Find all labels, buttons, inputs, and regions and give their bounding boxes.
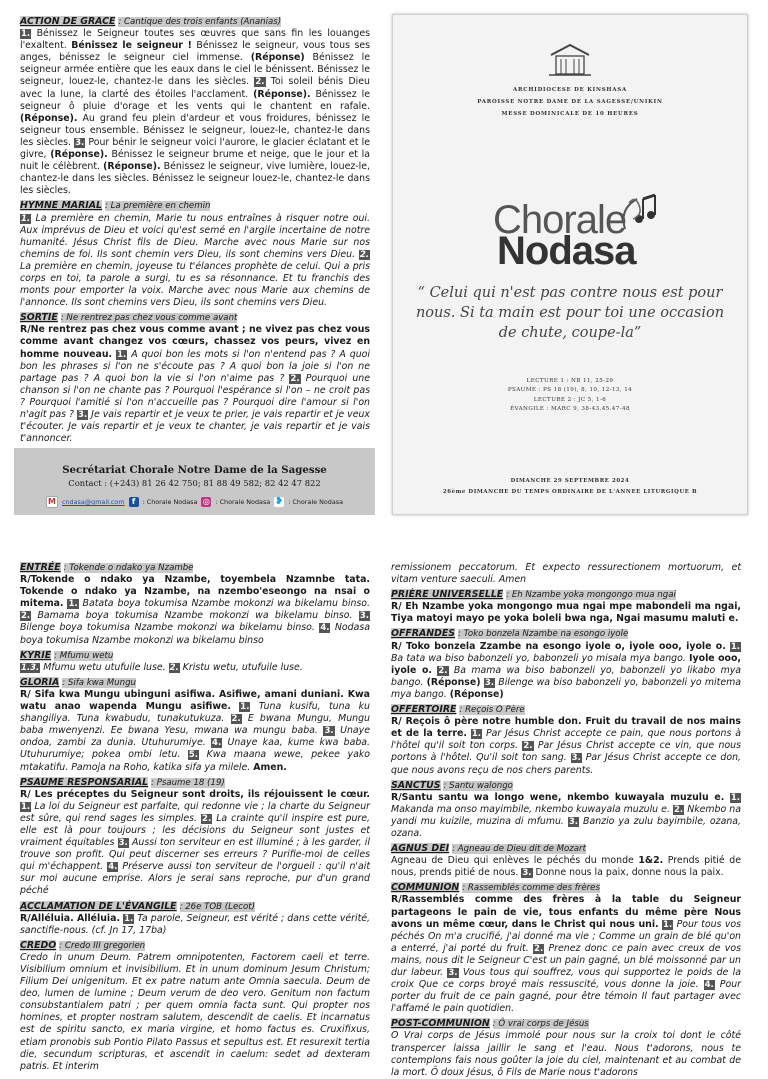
verse-text: Ba tata wa biso babonzeli yo, babonzeli yo misala mya bango. <box>391 652 690 664</box>
verse-text: Nkembo na yandi mu kuizile, muzina di mfumu. <box>391 803 741 827</box>
church-logo-icon <box>547 43 593 77</box>
verse-text: Banzio ya zulu bayimbile, ozana, ozana. <box>391 815 741 839</box>
verse-text: La première en chemin, Marie tu nous entraînes à risquer notre oui. Aux imprévus de Dieu et voici qu'est semé en l'argile incertaine de notre humanité. Jésus Christ fils de Dieu. Marche avec nous Marie sur nos chemins de foi. Ils sont chemin vers Dieu, ils sont chemins vers Dieu. <box>20 212 370 260</box>
section-text <box>20 574 370 647</box>
verse-number: 4. <box>108 862 118 873</box>
verse-text: Kristu wetu, utufuile luse. <box>179 661 303 673</box>
verse-text: Bénissez le seigneur, vous tous ses anges, bénissez le seigneur ciel immense. <box>20 40 370 64</box>
section-text <box>391 855 741 879</box>
refrain-text: (Réponse) <box>449 688 504 700</box>
section-title: SANCTUS <box>391 779 441 791</box>
section-text <box>391 562 741 586</box>
section-subtitle: : Santu walongo <box>443 780 513 791</box>
section-title: OFFRANDES <box>391 628 456 640</box>
verse-text: La première en chemin, joyeuse tu t'élances prophète de celui. Qui a pris corps en toi, ta parole a surgi, tu es sa résonnance. Et tu franchis des monts pour emporter la voix. Marche avec nous Marie aux chemins de l'annonce. Ils sont chemins vers Dieu, ils sont chemins vers Dieu. <box>20 260 370 309</box>
cover-mass: MESSE DOMINICALE DE 10 HEURES <box>501 111 639 117</box>
verse-number: 4. <box>212 738 222 749</box>
verse-text: Prenez donc ce pain avec creux de vos mains, nous dit le Seigneur C'est un pain gagné, un blé moissonné par un dur labeur. <box>391 942 741 978</box>
section-subtitle: : Ne rentrez pas chez vous comme avant <box>60 313 238 324</box>
cover-panel <box>392 14 748 515</box>
section-subtitle: : Psaume 18 (19) <box>151 777 225 788</box>
section-action-de-grace <box>20 16 370 197</box>
refrain-text: R/ Sifa kwa Mungu ubinguni asifiwa. Asifiwe, amani duniani. Kwa watu anao wapenda Mungu asifiwe. <box>20 688 370 713</box>
section-subtitle: : Agneau de Dieu dit de Mozart <box>452 844 586 855</box>
section-psaume <box>20 777 370 898</box>
verse-number: 1. <box>663 919 673 930</box>
verse-text: Bénissez le seigneur ô pluie d'orage et les vents qui le chantent en rafale. <box>20 88 370 112</box>
refrain-text: (Réponse). <box>253 88 311 100</box>
verse-number: 2. <box>523 741 533 752</box>
section-subtitle: : Credo III gregorien <box>59 940 146 951</box>
verse-number: 3. <box>78 410 88 420</box>
section-acclamation <box>20 901 370 937</box>
verse-text: La crainte qu'il inspire est pure, elle est là pour toujours ; les décisions du Seigneur sont justes et vraiment équitables <box>20 812 370 849</box>
section-entree <box>20 562 370 647</box>
email-icon: M <box>46 496 58 508</box>
refrain-text: R/ Reçois ô père notre humble don. Fruit du travail de nos mains et de la terre. <box>391 716 741 740</box>
section-text <box>391 1030 741 1078</box>
refrain-text: Amen. <box>253 761 287 773</box>
verse-text: Préserve aussi ton serviteur de l'orgueil : qu'il n'ait sur moi aucune emprise. Alors je serai sans reproche, pur d'un grand péché <box>20 861 370 897</box>
section-offertoire <box>391 704 741 777</box>
refrain-text: (Réponse) <box>426 676 481 688</box>
top-left-column <box>20 16 370 445</box>
cover-diocese: ARCHIDIOCESE DE KINSHASA <box>513 87 627 93</box>
verse-text: Vous tous qui souffrez, vous qui supportez le poids de la croix Que ce corps broyé mais ressuscité, vous donne la joie. <box>391 967 741 991</box>
verse-text: Par Jésus Christ accepte ce vin, que nous portons à l'hôtel. Qu'il soit ton sang. <box>391 740 741 764</box>
verse-number: 3. <box>324 726 334 737</box>
section-kyrie <box>20 650 370 674</box>
verse-text: E bwana Mungu, Mungu baba mwenyenzi. Ee bwana Yesu, mwana wa mungu baba. <box>20 713 370 737</box>
instagram-label: : Chorale Nodasa <box>215 498 271 506</box>
section-title: SORTIE <box>20 312 58 324</box>
reading-evangile: ÉVANGILE : MARC 9, 38-43.45.47-48 <box>510 405 630 412</box>
refrain-text: R/Ne rentrez pas chez vous comme avant ; ne vivez pas chez vous comme avant changez vos cœurs, chassez vos peurs, vivez en homme nouveau. <box>20 324 370 360</box>
email-link[interactable]: cndasa@gmail.com <box>61 498 125 506</box>
refrain-text: (Réponse) <box>250 52 305 64</box>
verse-number: 5. <box>188 750 199 761</box>
verse-number: 2. <box>21 611 31 622</box>
verse-number: 2. <box>255 77 265 88</box>
cover-parish: PAROISSE NOTRE DAME DE LA SAGESSE/UNIKIN <box>477 99 663 105</box>
verse-number: 3. <box>75 137 85 148</box>
section-text <box>20 28 370 197</box>
verse-text: Unaye ondoa, zambi za dunia. Utuhurumiye. <box>20 725 370 749</box>
verse-number: 3. <box>522 868 532 879</box>
verse-number: 3. <box>118 838 128 849</box>
section-title: ENTRÉE <box>20 562 61 573</box>
verse-number: 1. <box>730 792 740 803</box>
section-title: GLORIA <box>20 676 60 688</box>
section-text <box>391 792 741 840</box>
refrain-text: R/Rassemblés comme des frères à la table du Seigneur partageons le pain de vie, tous enfants du même père Nous avons un même cœur, dans le Christ qui nous uni. <box>391 894 741 930</box>
verse-text: Bilenge boya tokumisa Nzambe mokonzi wa bikelamu binso. <box>20 622 320 634</box>
section-priere-universelle <box>391 589 741 625</box>
verse-text: Batata boya tokumisa Nzambe mokonzi wa bikelamu binso. <box>78 598 370 610</box>
footer-socials <box>14 496 375 508</box>
verse-number: 2. <box>359 249 369 260</box>
reading-psaume: PSAUME : PS 18 (19), 8, 10, 12-13, 14 <box>507 387 633 394</box>
verse-number: 2. <box>169 662 179 673</box>
refrain-text: Iyole ooo, iyole o. <box>391 652 741 676</box>
verse-text: Toi soleil bénis Dieu avec la lune, la clarté des étoiles l'acclament. <box>20 76 370 100</box>
section-title: ACCLAMATION DE L'ÉVANGILE <box>20 900 177 912</box>
twitter-icon[interactable]: ❥ <box>275 496 284 507</box>
verse-number: 2. <box>673 804 684 815</box>
verse-number: 3. <box>448 968 458 978</box>
verse-number: 1. <box>68 599 78 610</box>
section-subtitle: : Cantique des trois enfants (Ananias) <box>118 17 282 27</box>
refrain-text: R/Tokende o ndako ya Nzambe, toyembela Nzamnbe tata. Tokende o ndako ya Nzambe, na nzembo'eseongo na nsai o mitema. <box>20 574 370 610</box>
refrain-text: R/Alléluia. Alléluia. <box>20 912 121 924</box>
readings-list <box>393 377 747 414</box>
reading-lecture-2: LECTURE 2 : JC 5, 1-6 <box>533 396 607 403</box>
section-credo <box>20 940 370 1073</box>
section-text <box>391 601 741 625</box>
section-subtitle: : 26e TOB (Lecot) <box>179 901 255 912</box>
section-agnus-dei <box>391 843 741 879</box>
section-text <box>20 662 370 674</box>
verse-text: Ta parole, Seigneur, est vérité ; dans cette vérité, sanctifie-nous. (cf. Jn 17, 17ba) <box>20 912 371 936</box>
verse-number: 4. <box>704 980 714 991</box>
section-offrandes <box>391 628 741 701</box>
facebook-label: : Chorale Nodasa <box>142 498 198 506</box>
verse-text: Au grand feu plein d'ardeur et vous froidures, bénissez le seigneur tous ensemble. Bénissez le seigneur, louez-le, chantez-le dans les siècles. <box>20 112 370 148</box>
verse-number: 1. <box>117 349 127 360</box>
reading-lecture-1: LECTURE 1 : NB 11, 25-29 <box>526 378 614 384</box>
verse-number: 1.3. <box>21 662 40 673</box>
refrain-text: R/ Toko bonzela Zzambe na esongo iyole o, iyole ooo, iyole o. <box>391 640 726 652</box>
verse-text: Donne nous la paix, donne nous la paix. <box>532 867 724 879</box>
footer-contact: Contact : (+243) 81 26 42 750; 81 88 49 582; 82 42 47 822 <box>68 478 321 488</box>
verse-text: remissionem peccatorum. Et expecto ressurectionem mortuorum, et vitam venture saeculi. Amen <box>391 562 741 586</box>
section-subtitle: : Sifa kwa Mungu <box>62 677 136 688</box>
section-subtitle: : Eh Nzambe yoka mongongo mua ngai <box>506 590 676 601</box>
refrain-text: (Réponse). <box>103 161 161 173</box>
section-title: ACTION DE GRACE <box>20 16 116 27</box>
refrain-text: (Réponse). <box>50 149 108 161</box>
verse-number: 1. <box>124 913 134 924</box>
section-title: KYRIE <box>20 649 52 661</box>
verse-text: Mfumu wetu utufuile luse. <box>40 661 169 673</box>
section-title: PRIÈRE UNIVERSELLE <box>391 589 504 601</box>
section-text <box>20 324 370 445</box>
secretariat-footer <box>14 448 375 515</box>
verse-number: 2. <box>231 714 241 725</box>
footer-title: Secrétariat Chorale Notre Dame de la Sagesse <box>62 464 327 476</box>
section-subtitle: : Reçois O Père <box>459 705 525 716</box>
bottom-left-column <box>20 562 370 1073</box>
section-title: OFFERTOIRE <box>391 704 457 716</box>
cover-quote: “ Celui qui n'est pas contre nous est pour nous. Si ta main est pour toi une occasion de chute, coupe-la” <box>415 285 725 341</box>
verse-text: Pour tous vos péchés On m'a crucifié, j'ai donné ma vie ; Comme un grain de blé qu'on a enterré, j'ai porté du fruit. <box>391 918 741 954</box>
refrain-text: R/Santu santu wa longo wene, nkembo kuwayala muzulu e. <box>391 791 725 803</box>
section-title: PSAUME RESPONSARIAL <box>20 776 149 788</box>
section-sortie <box>20 312 370 445</box>
section-text <box>391 716 741 776</box>
verse-text: La loi du Seigneur est parfaite, qui redonne vie ; la charte du Seigneur est sûre, qui rend sages les simples. <box>20 800 370 824</box>
section-subtitle: : Toko bonzela Nzambe na esongo iyole <box>458 629 629 640</box>
section-hymne-marial <box>20 200 370 309</box>
cover-sunday: 26ème DIMANCHE DU TEMPS ORDINAIRE DE L'ANNEE LITURGIQUE B <box>442 489 698 495</box>
section-title: POST-COMMUNION <box>391 1018 490 1030</box>
verse-number: 1. <box>21 801 31 812</box>
logo-nodasa: Nodasa <box>497 229 636 273</box>
verse-number: 1. <box>21 29 31 40</box>
section-subtitle: : Mfumu wetu <box>54 650 114 661</box>
section-text <box>20 913 370 937</box>
refrain-text: Bénissez le seigneur ! <box>71 40 192 52</box>
section-subtitle: : Rassemblés comme des frères <box>462 883 600 894</box>
section-subtitle: : Ô vrai corps de Jésus <box>492 1019 589 1030</box>
verse-number: 3. <box>359 611 369 622</box>
verse-text: A quoi bon les mots si l'on n'entend pas ? A quoi bon les phrases si l'on ne s'écoute pas ? A quoi bon la joie si l'on ne partage pas ? A quoi bon la vie si l'on n'aime pas ? <box>20 348 370 384</box>
verse-text: Je vais repartir et je veux te prier, je vais repartir et je veux t'écouter. Je vais repartir et je veux te chanter, je vais repartir et je vais t'annoncer. <box>20 409 370 445</box>
section-text <box>20 789 370 898</box>
refrain-text: 1&2. <box>638 855 664 867</box>
section-sanctus <box>391 780 741 840</box>
section-text <box>20 213 370 310</box>
section-title: HYMNE MARIAL <box>20 200 102 212</box>
section-post-communion <box>391 1018 741 1078</box>
section-subtitle: : La première en chemin <box>104 201 211 212</box>
section-text <box>391 641 741 701</box>
verse-number: 1. <box>21 213 31 224</box>
section-communion <box>391 882 741 1015</box>
verse-number: 1. <box>730 641 740 652</box>
verse-text: Credo in unum Deum. Patrem omnipotenten, Factorem caeli et terre. Visibilium omnium et invisibilium. Et in unum dominum Jesum Christum; Filium Dei unigenitum. Et ex patre natum ante Omnia saecula. Deum de deo, lumen de lumine ; Deum verum de deo vero. Genitum non factum consubstantialem patri ; per quem omnia facta sunt. Qui propter nos homines, et propter nostram salutem, descendit de caelis. Et incarnatus est de spiritu sancto, ex maria virgine, et homo factus es. Cruxifixus, etiam pronobis sub Pontio Pilato Passus et sepultus est. Et resurexit tertia die, secundum scripturas, et ascendit in caelum: sedet ad dexteram patris. Et interim <box>20 951 370 1072</box>
verse-text: Bamama boya tokumisa Nzambe mokonzi wa bikelamu binso. <box>31 610 359 622</box>
section-text <box>391 894 741 1015</box>
logo-chorale: Chorale <box>493 198 627 242</box>
section-text <box>20 952 370 1073</box>
verse-text: Ba mama wa biso babonzeli yo, babonzeli yo likabo mya bango. <box>391 664 742 688</box>
refrain-text: (Réponse). <box>20 112 78 124</box>
verse-number: 3. <box>571 753 581 764</box>
verse-number: 2. <box>534 943 544 954</box>
verse-text: Bénissez le Seigneur toutes ses œuvres que sans fin les louanges l'exaltent. <box>20 28 370 52</box>
twitter-label: : Chorale Nodasa <box>288 498 344 506</box>
verse-number: 3. <box>484 677 494 688</box>
section-text <box>20 689 370 774</box>
refrain-text: R/ Eh Nzambe yoka mongongo mua ngai mpe mabondeli ma ngai, Tiya matoyi mayo pe yoka boleli bwa nga, Ngai masumu maluti e. <box>391 601 741 625</box>
verse-text: Nodasa boya tokumisa Nzambe mokonzi wa bikelamu binso <box>20 622 370 646</box>
verse-text: Bénissez le seigneur, vive lumière, louez-le, chantez-le dans les siècles. Bénissez le seigneur louez-le, chantez-le dans les siècles. <box>20 161 370 197</box>
verse-number: 2. <box>290 373 300 384</box>
section-title: COMMUNION <box>391 882 460 894</box>
section-subtitle: : Tokende o ndako ya Nzambe <box>63 563 194 573</box>
verse-number: 2. <box>438 665 448 676</box>
verse-text: Bénissez le seigneur brume et neige, que le jour et la nuit le célèbrent. <box>20 149 371 173</box>
verse-text: O Vrai corps de Jésus immolé pour nous sur la croix toi dont le côté transpercer laissa jaillir le sang et l'eau. Nous t'adorons, nous te contemplons fais nous goûter la joie du ciel, maintenant et au combat de la mort. Ô doux Jésus, ô Fils de Marie nous t'adorons <box>391 1030 741 1078</box>
verse-number: 3. <box>568 816 579 827</box>
verse-text: Makanda ma onso mayimbile, nkembo kuwayala muzulu e. <box>391 803 673 815</box>
verse-text: Prends pitié de nous, prends pitié de nous. <box>391 855 741 879</box>
verse-number: 1. <box>471 729 482 740</box>
section-title: AGNUS DEI <box>391 843 450 855</box>
verse-text: Pourquoi une chanson si l'on ne chante pas ? Pourquoi l'espérance si l'on – ne croit pas ? Pourquoi l'amitié si l'on n'accueille pas ? Pourquoi dire l'amour si l'on n'agit pas ? <box>20 372 370 420</box>
verse-number: 4. <box>320 623 330 634</box>
verse-text: Par Jésus Christ accepte ce don, que nous avons reçu de nos chers parents. <box>391 752 741 776</box>
verse-text: Tuna kusifu, tuna ku shangiliya. Tuna kwabudu, tunakutukuza. <box>20 701 370 725</box>
bottom-right-column <box>391 562 741 1079</box>
verse-text: Unaye kaa, kume kwa baba. Utuhurumiye; pokea ombi letu. <box>20 737 370 761</box>
refrain-text: R/ Les préceptes du Seigneur sont droits, ils réjouissent le cœur. <box>20 788 370 800</box>
verse-text: Kwa maana wewe, pekee yako mtakatifu. Pamoja na Roho, katika sifa ya milele. <box>20 749 370 773</box>
verse-text: Par Jésus Christ accepte ce pain, que nous portons à l'hôtel qu'il soit ton corps. <box>391 728 742 752</box>
verse-text: Aussi ton serviteur en est illuminé ; à les garder, il trouve son profit. Qui peut discerner ses erreurs ? Purifie-moi de celles qui m'échappent. <box>20 837 370 873</box>
verse-number: 2. <box>202 813 212 824</box>
cover-date: DIMANCHE 29 SEPTEMBRE 2024 <box>510 478 630 484</box>
instagram-icon[interactable]: ◎ <box>202 497 210 506</box>
verse-text: Agneau de Dieu qui enlèves le péchés du monde <box>391 855 639 867</box>
verse-text: Pour bénir le seigneur voici l'aurore, le glacier éclatant et le givre, <box>20 136 370 161</box>
verse-text: Bilenge wa biso babonzeli yo, babonzeli yo mitema mya bango. <box>391 676 741 700</box>
section-gloria <box>20 677 370 774</box>
section-credo-continued <box>391 562 741 586</box>
section-title: CREDO <box>20 939 57 951</box>
verse-text: Bénissez le seigneur armée entière que les eaux dans le ciel le bénissent. Bénissez le seigneur, louez-le, chantez-le dans les siècles. <box>20 52 370 88</box>
verse-text: Pour porter du fruit de ce pain gagné, pour être témoin Il faut partager avec l'affamé le pain quotidien. <box>391 979 741 1015</box>
facebook-icon[interactable]: f <box>129 497 139 507</box>
verse-number: 1. <box>240 702 250 713</box>
